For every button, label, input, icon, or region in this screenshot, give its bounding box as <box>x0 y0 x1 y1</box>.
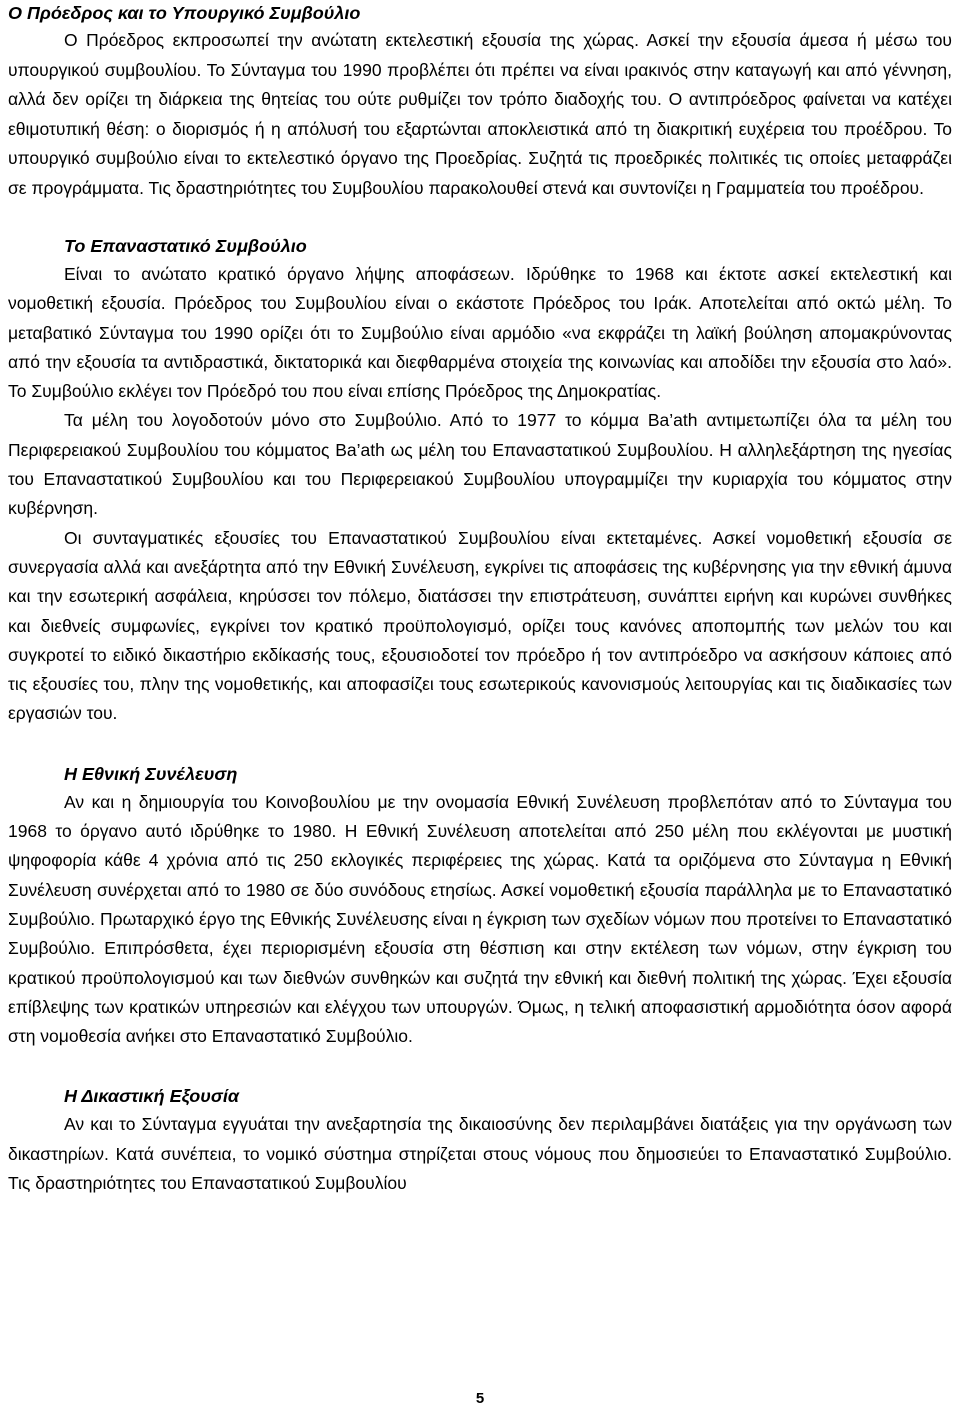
section-heading: Η Δικαστική Εξουσία <box>64 1086 240 1107</box>
paragraph: Οι συνταγματικές εξουσίες του Επαναστατικού Συμβουλίου είναι εκτεταμένες. Ασκεί νομοθετική εξουσία σε συνεργασία αλλά και ανεξάρτητα από την Εθνική Συνέλευση, εγκρίνει τις αποφάσεις της κυβέρνησης για την εθνική άμυνα και την εσωτερική ασφάλεια, κηρύσσει τον πόλεμο, διατάσσει την επιστράτευση, συνάπτει ειρήνη και κυρώνει συνθήκες και διεθνείς συμφωνίες, εγκρίνει τον κρατικό προϋπολογισμό, ορίζει τους κανόνες αποπομπής των μελών του και συγκροτεί το ειδικό δικαστήριο εκδίκασής τους, εξουσιοδοτεί τον πρόεδρο ή τον αντιπρόεδρο να ασκήσουν κάποιες από τις εξουσίες του, πλην της νομοθετικής, και αποφασίζει τους εσωτερικούς κανονισμούς λειτουργίας και τις διαδικασίες των εργασιών του. <box>8 527 952 724</box>
paragraph: Ο Πρόεδρος εκπροσωπεί την ανώτατη εκτελεστική εξουσία της χώρας. Ασκεί την εξουσία άμεσα ή μέσω του υπουργικού συμβουλίου. Το Σύνταγμα του 1990 προβλέπει ότι πρέπει να είναι ιρακινός στην καταγωγή και από γέννηση, αλλά δεν ορίζει τη διάρκεια της θητείας του ούτε ρυθμίζει τον τρόπο διαδοχής του. Ο αντιπρόεδρος φαίνεται να κατέχει εθιμοτυπική θέση: ο διορισμός ή η απόλυσή του εξαρτώνται αποκλειστικά από τη διακριτική ευχέρεια του προέδρου. Το υπουργικό συμβούλιο είναι το εκτελεστικό όργανο της Προεδρίας. Συζητά τις προεδρικές πολιτικές τις οποίες μεταφράζει σε προγράμματα. Τις δραστηριότητες του Συμβουλίου παρακολουθεί στενά και συντονίζει η Γραμματεία του προέδρου. <box>8 30 952 198</box>
section-judiciary <box>8 1083 952 1198</box>
section-heading: Η Εθνική Συνέλευση <box>64 763 238 784</box>
section-heading: Ο Πρόεδρος και το Υπουργικό Συμβούλιο <box>8 3 361 23</box>
section-national-assembly <box>8 761 952 1052</box>
document-page <box>8 0 952 1198</box>
paragraph: Τα μέλη του λογοδοτούν μόνο στο Συμβούλιο. Από το 1977 το κόμμα Ba’ath αντιμετωπίζει όλα τα μέλη του Περιφερειακού Συμβουλίου του κόμματος Ba’ath ως μέλη του Επαναστατικού Συμβουλίου. Η αλληλεξάρτηση της ηγεσίας του Επαναστατικού Συμβουλίου και του Περιφερειακού Συμβουλίου υπογραμμίζει την κυριαρχία του κόμματος στην κυβέρνηση. <box>8 410 952 519</box>
paragraph: Αν και το Σύνταγμα εγγυάται την ανεξαρτησία της δικαιοσύνης δεν περιλαμβάνει διατάξεις για την οργάνωση των δικαστηρίων. Κατά συνέπεια, το νομικό σύστημα στηρίζεται στους νόμους που δημοσιεύει το Επαναστατικό Συμβούλιο. Τις δραστηριότητες του Επαναστατικού Συμβουλίου <box>8 1114 952 1194</box>
page-number: 5 <box>475 1390 485 1407</box>
paragraph: Είναι το ανώτατο κρατικό όργανο λήψης αποφάσεων. Ιδρύθηκε το 1968 και έκτοτε ασκεί εκτελεστική και νομοθετική εξουσία. Πρόεδρος του Συμβουλίου είναι ο εκάστοτε Πρόεδρος του Ιράκ. Αποτελείται από οκτώ μέλη. Το μεταβατικό Σύνταγμα του 1990 ορίζει ότι το Συμβούλιο είναι αρμόδιο «να εκφράζει τη λαϊκή βούληση απομακρύνοντας από την εξουσία τα αντιδραστικά, δικτατορικά και διεφθαρμένα στοιχεία της κοινωνίας και αποδίδει την εξουσία στο λαό». Το Συμβούλιο εκλέγει τον Πρόεδρό του που είναι επίσης Πρόεδρος της Δημοκρατίας. <box>8 264 952 402</box>
section-heading: Το Επαναστατικό Συμβούλιο <box>64 236 307 256</box>
paragraph: Αν και η δημιουργία του Κοινοβουλίου με την ονομασία Εθνική Συνέλευση προβλεπόταν από το Σύνταγμα του 1968 το όργανο αυτό ιδρύθηκε το 1980. Η Εθνική Συνέλευση αποτελείται από 250 μέλη που εκλέγονται με μυστική ψηφοφορία κάθε 4 χρόνια από τις 250 εκλογικές περιφέρειες της χώρας. Κατά τα οριζόμενα στο Σύνταγμα η Εθνική Συνέλευση συνέρχεται από το 1980 σε δύο συνόδους ετησίως. Ασκεί νομοθετική εξουσία παράλληλα με το Επαναστατικό Συμβούλιο. Πρωταρχικό έργο της Εθνικής Συνέλευσης είναι η έγκριση των σχεδίων νόμων που προτείνει το Επαναστατικό Συμβούλιο. Επιπρόσθετα, έχει περιορισμένη εξουσία στη θέσπιση και στην εκτέλεση των νόμων, στην έγκριση του κρατικού προϋπολογισμού και των διεθνών συνθηκών και συζητά την εθνική και διεθνή πολιτική της χώρας. Έχει εξουσία επίβλεψης των κρατικών υπηρεσιών και ελέγχου των υπουργών. Όμως, η τελική αποφασιστική αρμοδιότητα όσον αφορά στη νομοθεσία ανήκει στο Επαναστατικό Συμβούλιο. <box>8 791 952 1047</box>
section-president <box>8 0 952 203</box>
section-revolutionary-council <box>8 233 952 729</box>
